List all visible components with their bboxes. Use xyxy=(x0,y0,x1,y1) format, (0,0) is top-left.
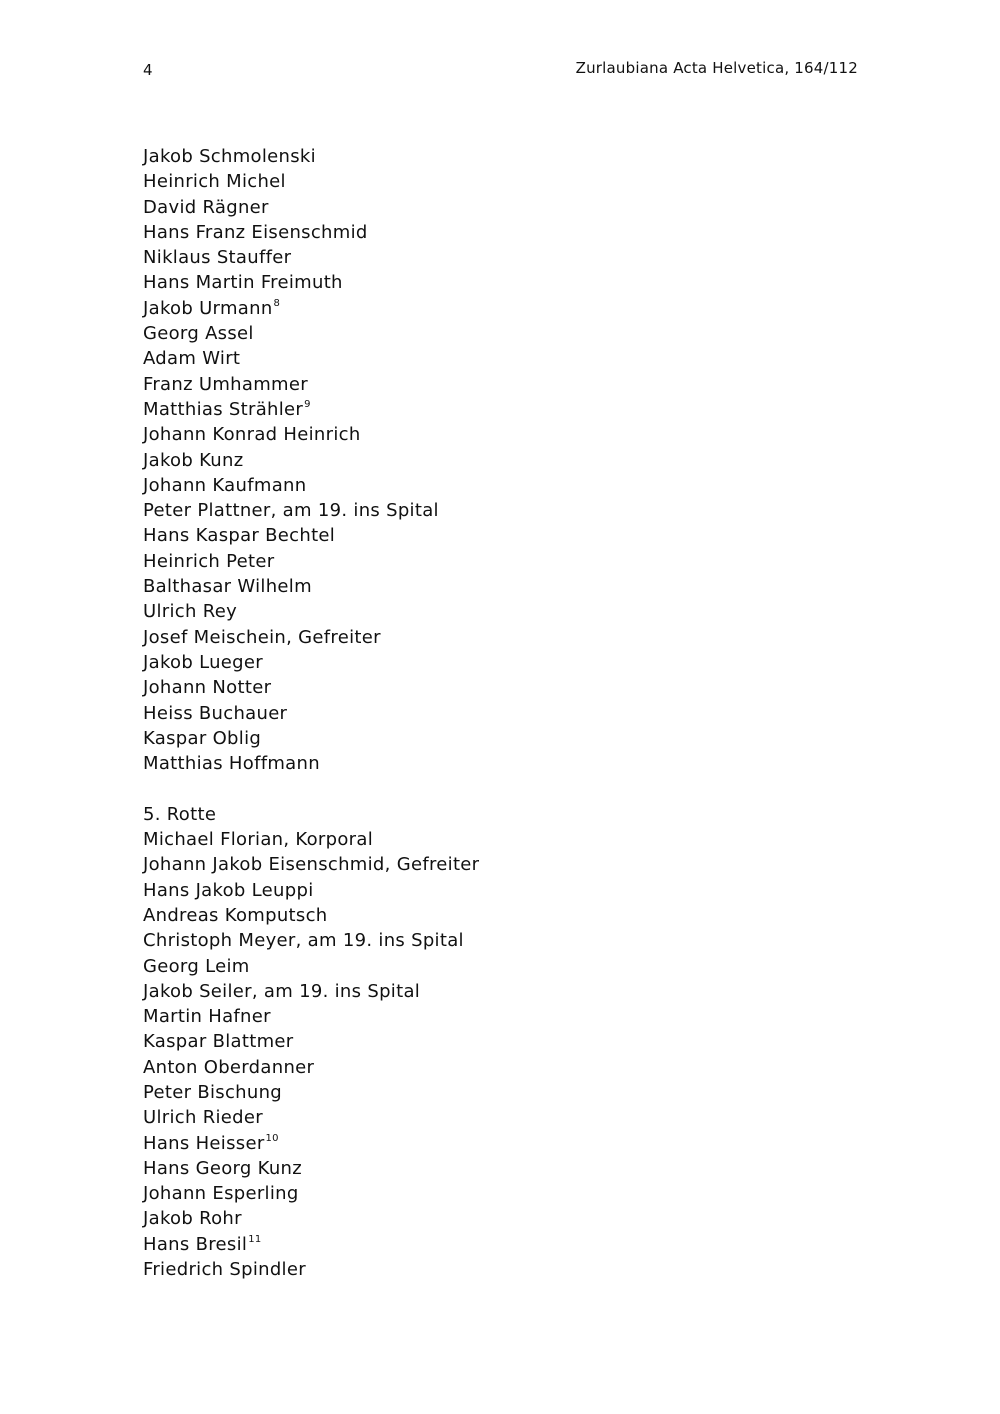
person-name: Johann Kaufmann xyxy=(143,474,307,496)
list-item xyxy=(143,397,843,422)
roster-section-5-rotte xyxy=(143,802,843,1283)
person-name: Josef Meischein, Gefreiter xyxy=(143,626,381,648)
person-name: Johann Esperling xyxy=(143,1183,299,1205)
person-name: Michael Florian, Korporal xyxy=(143,829,374,851)
list-item xyxy=(143,169,843,194)
list-item xyxy=(143,979,843,1004)
person-name: Johann Konrad Heinrich xyxy=(143,424,361,446)
person-name: Matthias Strähler xyxy=(143,398,304,420)
list-item xyxy=(143,599,843,624)
person-name: Friedrich Spindler xyxy=(143,1259,306,1281)
person-name: Jakob Urmann xyxy=(143,297,273,319)
list-item xyxy=(143,1029,843,1054)
person-name: Heiss Buchauer xyxy=(143,702,288,724)
person-name: Peter Plattner, am 19. ins Spital xyxy=(143,500,439,522)
list-item xyxy=(143,1131,843,1156)
person-name: Ulrich Rey xyxy=(143,601,238,623)
list-item xyxy=(143,422,843,447)
list-item xyxy=(143,1257,843,1282)
list-item xyxy=(143,726,843,751)
list-item xyxy=(143,852,843,877)
list-item xyxy=(143,1055,843,1080)
person-name: Andreas Komputsch xyxy=(143,904,328,926)
list-item xyxy=(143,1232,843,1257)
person-name: Jakob Kunz xyxy=(143,449,244,471)
list-item xyxy=(143,751,843,776)
person-name: Hans Bresil xyxy=(143,1233,248,1255)
list-item xyxy=(143,245,843,270)
person-name: Martin Hafner xyxy=(143,1006,271,1028)
list-item xyxy=(143,523,843,548)
person-name: Christoph Meyer, am 19. ins Spital xyxy=(143,930,464,952)
footnote-marker[interactable]: 9 xyxy=(304,398,311,410)
roster-part-1 xyxy=(143,144,843,776)
list-item xyxy=(143,220,843,245)
person-name: Georg Leim xyxy=(143,955,250,977)
list-item xyxy=(143,675,843,700)
list-item xyxy=(143,1181,843,1206)
list-item xyxy=(143,296,843,321)
list-item xyxy=(143,1004,843,1029)
person-name: Hans Georg Kunz xyxy=(143,1157,303,1179)
person-name: Jakob Seiler, am 19. ins Spital xyxy=(143,980,421,1002)
person-name: Peter Bischung xyxy=(143,1081,283,1103)
person-name: Balthasar Wilhelm xyxy=(143,576,312,598)
footnote-marker[interactable]: 10 xyxy=(265,1132,279,1144)
list-item xyxy=(143,270,843,295)
section-spacer xyxy=(143,776,843,801)
person-name: Niklaus Stauffer xyxy=(143,247,292,269)
person-name: Franz Umhammer xyxy=(143,373,308,395)
list-item xyxy=(143,625,843,650)
person-name: Matthias Hoffmann xyxy=(143,753,320,775)
person-name: Hans Franz Eisenschmid xyxy=(143,221,368,243)
person-name: Jakob Rohr xyxy=(143,1208,242,1230)
person-name: David Rägner xyxy=(143,196,269,218)
list-item xyxy=(143,498,843,523)
person-name: Jakob Lueger xyxy=(143,651,263,673)
person-name: Heinrich Peter xyxy=(143,550,275,572)
list-item xyxy=(143,928,843,953)
list-item xyxy=(143,903,843,928)
list-item xyxy=(143,321,843,346)
list-item xyxy=(143,473,843,498)
list-item xyxy=(143,701,843,726)
person-name: Adam Wirt xyxy=(143,348,241,370)
person-name: Hans Kaspar Bechtel xyxy=(143,525,336,547)
person-name: Johann Jakob Eisenschmid, Gefreiter xyxy=(143,854,480,876)
person-name: Hans Heisser xyxy=(143,1132,265,1154)
footnote-marker[interactable]: 11 xyxy=(248,1233,262,1245)
list-item xyxy=(143,1206,843,1231)
list-item xyxy=(143,549,843,574)
person-name: Georg Assel xyxy=(143,323,254,345)
section-heading: 5. Rotte xyxy=(143,803,217,825)
list-item xyxy=(143,574,843,599)
running-header-title: Zurlaubiana Acta Helvetica, 164/112 xyxy=(575,59,858,77)
list-item xyxy=(143,1156,843,1181)
person-name: Jakob Schmolenski xyxy=(143,146,316,167)
list-item xyxy=(143,448,843,473)
list-item xyxy=(143,878,843,903)
name-list xyxy=(143,144,843,1282)
person-name: Kaspar Oblig xyxy=(143,727,262,749)
list-item xyxy=(143,954,843,979)
list-item xyxy=(143,144,843,169)
list-item xyxy=(143,346,843,371)
list-item xyxy=(143,1105,843,1130)
person-name: Johann Notter xyxy=(143,677,272,699)
person-name: Heinrich Michel xyxy=(143,171,286,193)
person-name: Hans Martin Freimuth xyxy=(143,272,343,294)
list-item xyxy=(143,372,843,397)
person-name: Hans Jakob Leuppi xyxy=(143,879,314,901)
list-item xyxy=(143,1080,843,1105)
page-number: 4 xyxy=(143,61,153,79)
person-name: Ulrich Rieder xyxy=(143,1107,263,1129)
list-item xyxy=(143,650,843,675)
person-name: Anton Oberdanner xyxy=(143,1056,315,1078)
list-item xyxy=(143,827,843,852)
person-name: Kaspar Blattmer xyxy=(143,1031,294,1053)
list-item xyxy=(143,195,843,220)
footnote-marker[interactable]: 8 xyxy=(273,297,281,309)
